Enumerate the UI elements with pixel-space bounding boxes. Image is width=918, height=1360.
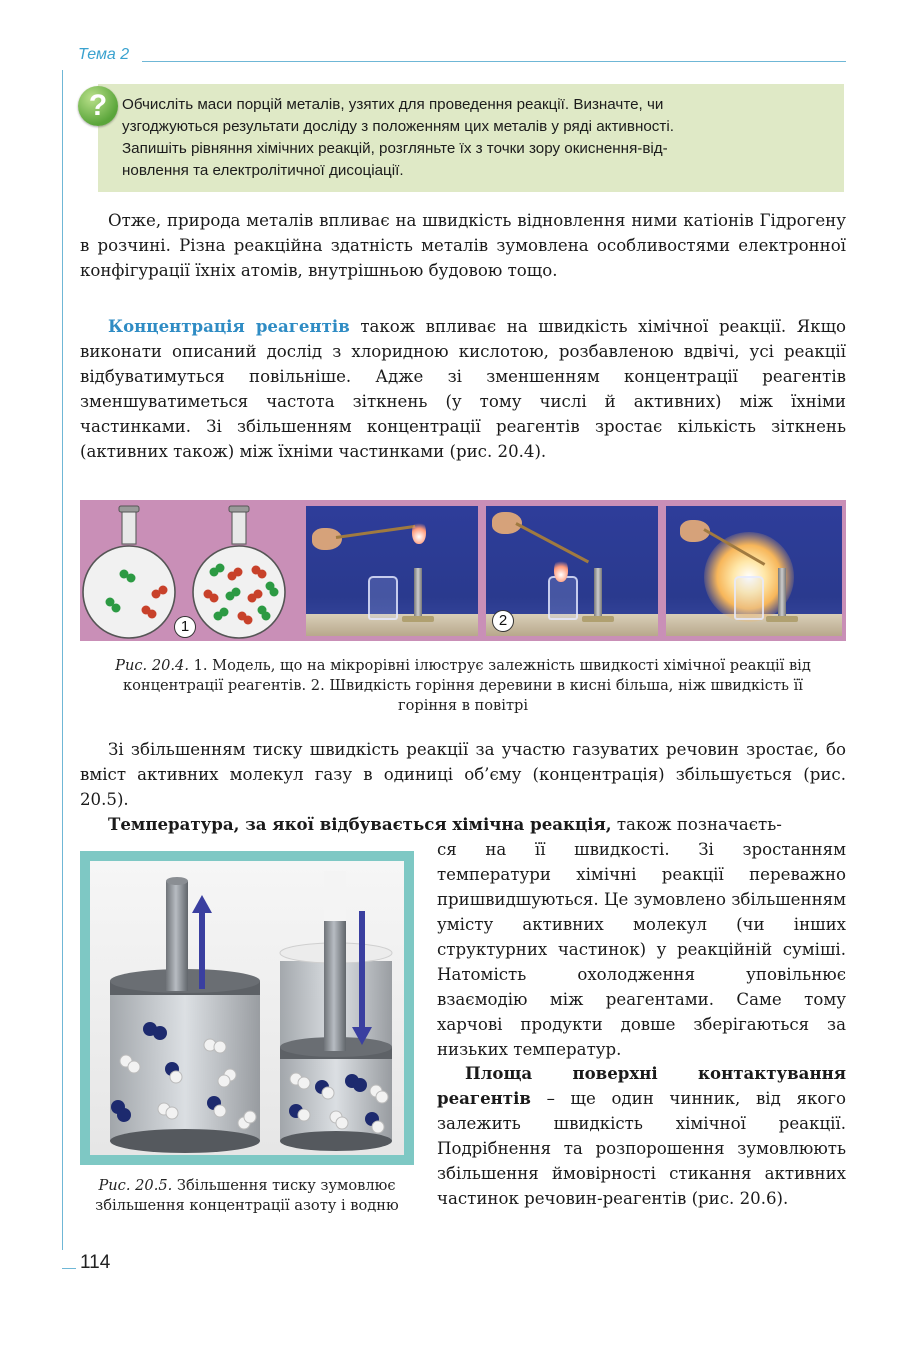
paragraph-concentration	[80, 314, 846, 464]
figure-badge-2: 2	[492, 610, 514, 632]
paragraph-concentration-text: також впливає на швидкість хімічної реакції. Якщо виконати описаний дослід з хлоридною кислотою, розбавленою вдвічі, усі реакції відбуватимуться повільніше. Адже зі зменшенням концентрації реагентів зменшуватиметься частота зіткнень (у тому числі й активних) між їхніми частинками. Зі збільшенням концентрації реагентів зростає кількість зіткнень (активних також) між їхніми частинками (рис. 20.4).	[80, 317, 846, 461]
paragraph-metals-nature: Отже, природа металів впливає на швидкість відновлення ними катіонів Гідрогену в розчині. Різна реакційна здатність металів зумовлена особливостями електронної конфігурації їхніх атомів, внутрішньою будовою тощо.	[80, 211, 846, 280]
figure-20-4-caption-text: 1. Модель, що на мікрорівні ілюструє залежність швидкості хімічної реакції від концентрації реагентів. 2. Швидкість горіння деревини в кисні більша, ніж швидкість її горіння в повітрі	[123, 657, 811, 714]
figure-20-4	[80, 500, 846, 641]
term-concentration: Концентрація реагентів	[108, 316, 350, 336]
figure-20-5-caption	[80, 1176, 414, 1216]
question-line: Запишіть рівняння хімічних реакцій, розгляньте їх з точки зору окиснення-від-	[122, 140, 668, 157]
figure-20-5	[80, 851, 414, 1165]
header-rule	[142, 61, 846, 62]
paragraph-temperature-first-line-rest: також позначаєть-	[611, 815, 782, 834]
paragraph-surface-area-text: – ще один чинник, від якого залежить швидкість хімічної реакції. Подрібнення та розпорошення зумовлюють збільшення ймовірності стикання активних частинок речовин-реагентів (рис. 20.6).	[437, 1089, 846, 1208]
paragraph-temperature-first-line	[80, 812, 846, 837]
figure-20-4-caption	[92, 656, 834, 716]
pressure-cylinders-illustration	[90, 861, 404, 1155]
figure-20-4-caption-lead: Рис. 20.4.	[115, 657, 189, 674]
paragraph-surface-area	[437, 1061, 846, 1211]
question-box	[98, 84, 844, 192]
figure-badge-1: 1	[174, 616, 196, 638]
footer-rule	[62, 1268, 76, 1269]
paragraph-temperature-rest: ся на її швидкості. Зі зростанням температури хімічні реакції переважно пришвидшуються. Це зумовлено збільшенням умісту активних молекул (чи інших структурних частинок) у реакційній суміші. Натомість охолодження уповільнює взаємодію між реагентами. Саме тому харчові продукти довше зберігаються за низьких температур.	[437, 840, 846, 1059]
page-number: 114	[80, 1252, 111, 1273]
left-margin-rule	[62, 70, 63, 1250]
figure-20-5-caption-lead: Рис. 20.5.	[98, 1177, 173, 1194]
topic-label: Тема 2	[78, 46, 130, 63]
term-temperature: Температура, за якої відбувається хімічна реакція,	[108, 814, 612, 834]
photo-burning-oxygen	[666, 506, 842, 636]
paragraph-pressure: Зі збільшенням тиску швидкість реакції за участю газуватих речовин зростає, бо вміст активних молекул газу в одиниці об’єму (концентрація) збільшується (рис. 20.5).	[80, 740, 846, 809]
term-surface-area: Площа поверхні контактування реагентів	[437, 1063, 846, 1108]
photo-burning-air-1	[306, 506, 478, 636]
question-line: узгоджуються результати досліду з положенням цих металів у ряді активності.	[122, 118, 674, 135]
question-line: новлення та електролітичної дисоціації.	[122, 162, 404, 179]
question-mark-icon: ?	[78, 86, 118, 126]
question-line: Обчисліть маси порцій металів, узятих для проведення реакції. Визначте, чи	[122, 96, 664, 113]
figure-20-5-caption-text: Збільшення тиску зумовлює збільшення концентрації азоту і водню	[95, 1177, 399, 1214]
